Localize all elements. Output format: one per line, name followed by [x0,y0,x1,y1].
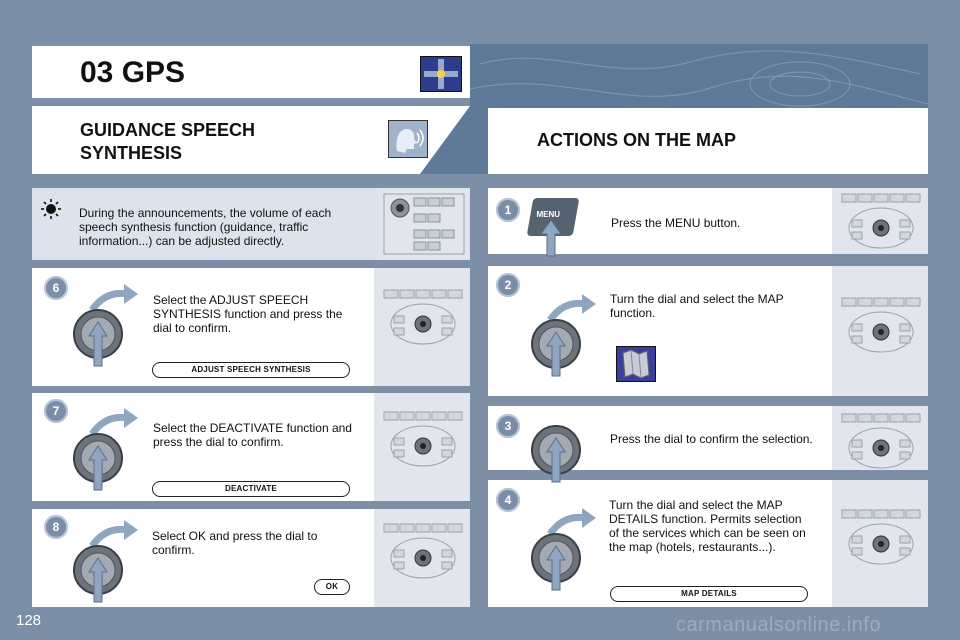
speech-head-icon [388,120,428,158]
step-number: 7 [44,399,68,423]
page-title: 03 GPS [80,56,186,89]
dial-icon [72,518,142,608]
console-icon [380,190,468,258]
dial-icon [72,282,142,372]
press-arrow-icon [538,218,564,258]
dial-icon [530,506,600,596]
step-number: 3 [496,414,520,438]
guidance-title-line2: SYNTHESIS [80,143,183,163]
step-number: 4 [496,488,520,512]
console-face-icon [380,288,466,348]
sun-tip-icon [40,198,62,220]
step-text: Press the dial to confirm the selection. [610,432,813,446]
map-icon [616,346,656,382]
step-text: Select the DEACTIVATE function and press the dial to confirm. [153,421,352,449]
step-text: Turn the dial and select the MAP function. [610,292,784,320]
step-number: 2 [496,273,520,297]
info-text: During the announcements, the volume of each speech synthesis function (guidance, traffic information...) can be adjusted directly. [79,206,332,248]
menu-label-pill: MAP DETAILS [610,586,808,602]
step-number: 1 [496,198,520,222]
console-face-icon [380,522,466,582]
step-text: Select the ADJUST SPEECH SYNTHESIS function and press the dial to confirm. [153,293,343,335]
actions-title: ACTIONS ON THE MAP [537,130,737,150]
step-text: Turn the dial and select the MAP DETAILS function. Permits selection of the services which can be seen on the map (hotels, restaurants...). [609,498,806,554]
menu-label-pill: OK [314,579,350,595]
step-text: Select OK and press the dial to confirm. [152,529,318,557]
page-number: 128 [16,612,42,629]
step-text: Press the MENU button. [611,216,741,230]
watermark: carmanualsonline.info [676,614,882,636]
gps-junction-icon [420,56,462,92]
console-face-icon [838,508,924,568]
menu-label-pill: DEACTIVATE [152,481,350,497]
step-number: 8 [44,515,68,539]
guidance-title-line1: GUIDANCE SPEECH [80,120,256,140]
menu-key-label: MENU [536,210,561,219]
console-face-icon [380,410,466,470]
step-number: 6 [44,276,68,300]
dial-icon [530,398,600,488]
console-face-icon [838,192,924,252]
console-face-icon [838,296,924,356]
dial-icon [530,292,600,382]
console-face-icon [838,412,924,472]
dial-icon [72,406,142,496]
menu-label-pill: ADJUST SPEECH SYNTHESIS [152,362,350,378]
